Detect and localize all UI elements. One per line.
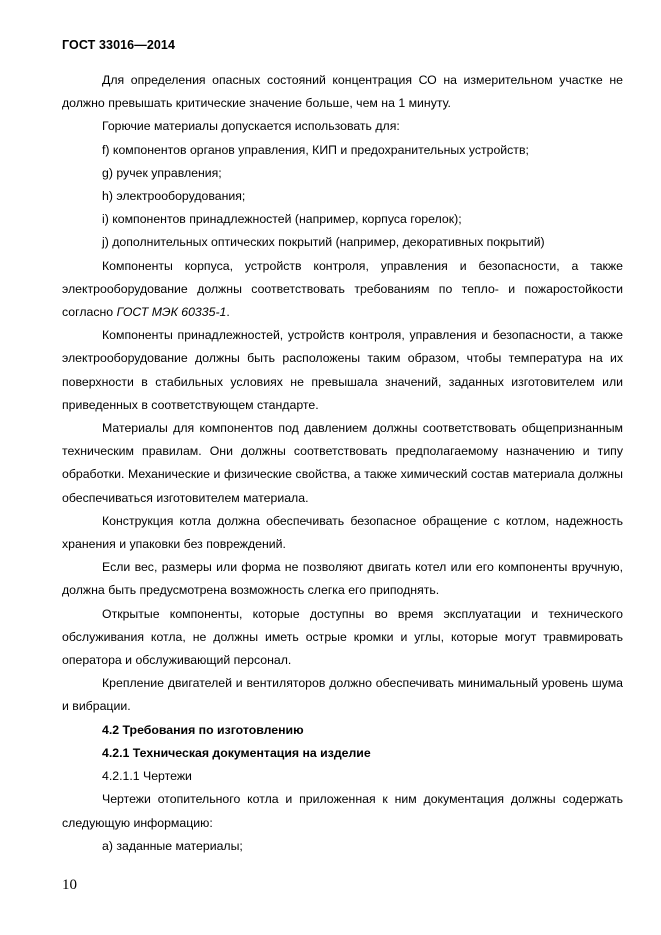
standard-reference: ГОСТ МЭК 60335-1 bbox=[116, 305, 227, 320]
page-number: 10 bbox=[62, 877, 77, 893]
paragraph-housing-text: Компоненты корпуса, устройств контроля, управления и безопасности, а также электрооборудование должны соответствовать требованиям по тепло- и пожаростойкости согласно bbox=[62, 258, 623, 320]
paragraph-boiler-design: Конструкция котла должна обеспечивать безопасное обращение с котлом, надежность хранения и упаковки без повреждений. bbox=[62, 513, 623, 552]
section-heading-4-2: 4.2 Требования по изготовлению bbox=[102, 722, 304, 737]
list-item-i: i) компонентов принадлежностей (например, корпуса горелок); bbox=[102, 212, 462, 227]
paragraph-drawings: Чертежи отопительного котла и приложенная к ним документация должны содержать следующую информацию: bbox=[62, 792, 623, 830]
list-item-f: f) компонентов органов управления, КИП и предохранительных устройств; bbox=[102, 142, 529, 157]
paragraph-housing-components bbox=[62, 255, 623, 325]
paragraph-open-components: Открытые компоненты, которые доступны во время эксплуатации и технического обслуживания котла, не должны иметь острые кромки и углы, которые могут травмировать оператора и обслуживающий персонал. bbox=[62, 606, 623, 668]
list-item-h: h) электрооборудования; bbox=[102, 189, 246, 204]
paragraph-pressure-materials: Материалы для компонентов под давлением должны соответствовать общепризнанным техническим правилам. Они должны соответствовать предполагаемому назначению и типу обработки. Механические и физические свойства, а также химический состав материала должны обеспечиваться изготовителем материала. bbox=[62, 421, 623, 505]
list-item-j: j) дополнительных оптических покрытий (например, декоративных покрытий) bbox=[102, 235, 545, 250]
section-heading-4-2-1: 4.2.1 Техническая документация на изделие bbox=[102, 745, 371, 760]
paragraph-accessory-components: Компоненты принадлежностей, устройств контроля, управления и безопасности, а также электрооборудование должны быть расположены таким образом, чтобы температура на их поверхности в стабильных условиях не превышала значений, заданных изготовителем или приведенных в соответствующем стандарте. bbox=[62, 328, 623, 412]
standard-header: ГОСТ 33016—2014 bbox=[62, 38, 176, 52]
paragraph-combustible-materials: Горючие материалы допускается использовать для: bbox=[102, 119, 400, 134]
list-item-a: а) заданные материалы; bbox=[102, 838, 243, 853]
paragraph-motor-mounting: Крепление двигателей и вентиляторов должно обеспечивать минимальный уровень шума и вибрации. bbox=[62, 676, 623, 714]
list-item-g: g) ручек управления; bbox=[102, 165, 222, 180]
paragraph-co-concentration: Для определения опасных состояний концентрация СО на измерительном участке не должно превышать критические значение больше, чем на 1 минуту. bbox=[62, 73, 623, 111]
subsection-4-2-1-1: 4.2.1.1 Чертежи bbox=[102, 769, 192, 784]
paragraph-weight-size: Если вес, размеры или форма не позволяют двигать котел или его компоненты вручную, должна быть предусмотрена возможность слегка его приподнять. bbox=[62, 560, 623, 598]
paragraph-housing-end: . bbox=[226, 305, 230, 320]
document-body bbox=[62, 69, 623, 858]
